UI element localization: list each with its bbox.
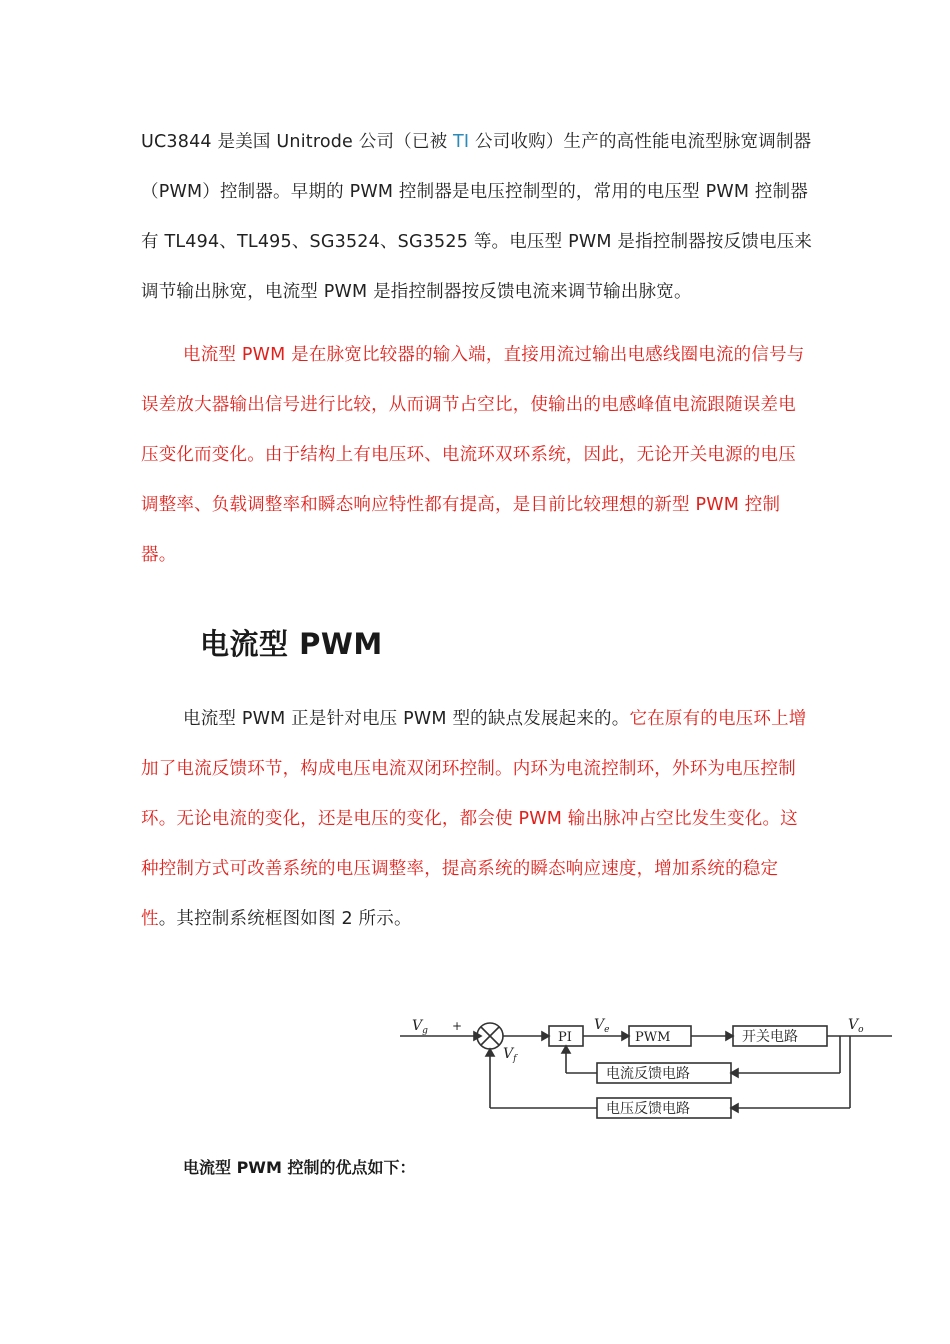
section-heading: 电流型 PWM [200,627,383,661]
ti-link[interactable]: TI [453,132,470,152]
input-label: $V_g$ [412,1018,428,1036]
loop-text-red: 它在原有的电压环上增加了电流反馈环节，构成电压电流双闭环控制。内环为电流控制环，外环为电压控制环。无论电流的变化，还是电压的变化，都会使 PWM 输出脉冲占空比发生变化。这种控制方式可改善系统的电压调整率，提高系统的瞬态响应速度，增加系统的稳定性 [141,709,807,929]
loop-text-start: 电流型 PWM 正是针对电压 PWM 型的缺点发展起来的。 [183,709,630,729]
loop-text-end: 。其控制系统框图如图 2 所示。 [158,909,412,929]
intro-text-end: 公司收购）生产的高性能电流型脉宽调制器（PWM）控制器。早期的 PWM 控制器是电压控制型的，常用的电压型 PWM 控制器有 TL494、TL495、SG3524、SG3525 等。电压型 PWM 是指控制器按反馈电压来调节输出脉宽，电流型 PWM 是指控制器按反馈电流来调节输出脉宽。 [141,132,813,302]
paragraph-intro [141,117,813,317]
pwm-label: PWM [635,1030,671,1045]
plus-sign: + [452,1019,463,1033]
block-diagram-figure [360,958,930,1138]
intro-text-start: UC3844 是美国 Unitrode 公司（已被 [141,132,454,152]
voltage-feedback-label: 电压反馈电路 [606,1101,690,1117]
paragraph-current-mode: 电流型 PWM 是在脉宽比较器的输入端，直接用流过输出电感线圈电流的信号与误差放大器输出信号进行比较，从而调节占空比，使输出的电感峰值电流跟随误差电压变化而变化。由于结构上有电压环、电流环双环系统，因此，无论开关电源的电压调整率、负载调整率和瞬态响应特性都有提高，是目前比较理想的新型 PWM 控制器。 [141,345,805,565]
pi-label: PI [558,1030,572,1045]
switch-label: 开关电路 [742,1029,798,1045]
advantages-heading: 电流型 PWM 控制的优点如下： [183,1158,416,1177]
mid-label: $V_e$ [594,1017,610,1035]
current-feedback-label: 电流反馈电路 [606,1066,690,1082]
feedback-label: $V_f$ [503,1046,517,1064]
output-label: $V_o$ [848,1017,864,1035]
paragraph-control-loop [141,694,813,944]
